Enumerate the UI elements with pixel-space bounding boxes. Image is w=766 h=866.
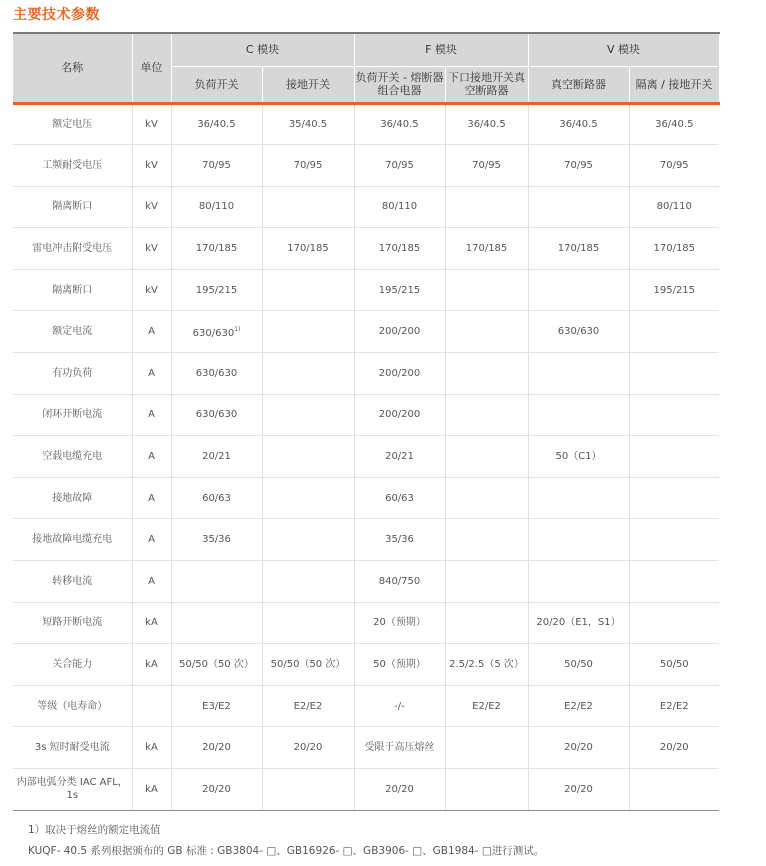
- param-value: [528, 353, 629, 395]
- header-c-earthing-switch: 接地开关: [262, 66, 354, 103]
- param-value: 50/50（50 次）: [262, 644, 354, 686]
- param-value: [528, 519, 629, 561]
- param-value: 195/215: [171, 269, 262, 311]
- param-value: 80/110: [629, 186, 719, 228]
- param-value: 170/185: [262, 228, 354, 270]
- param-value: [445, 519, 528, 561]
- param-value: [171, 602, 262, 644]
- param-value: [445, 353, 528, 395]
- param-value: 200/200: [354, 353, 445, 395]
- param-value: 20/20: [354, 769, 445, 811]
- param-value: 36/40.5: [528, 103, 629, 145]
- table-row: [13, 311, 719, 353]
- header-group-v: V 模块: [528, 33, 719, 66]
- param-value: [445, 477, 528, 519]
- param-value: [262, 186, 354, 228]
- param-value: [629, 311, 719, 353]
- param-value: [262, 436, 354, 478]
- param-value: [528, 186, 629, 228]
- param-value: 20/21: [171, 436, 262, 478]
- param-value: 20/21: [354, 436, 445, 478]
- param-value: [262, 561, 354, 603]
- param-value: 50（预期）: [354, 644, 445, 686]
- param-unit: kV: [132, 103, 171, 145]
- param-unit: kA: [132, 727, 171, 769]
- param-unit: kA: [132, 769, 171, 811]
- header-v-vacuum-breaker: 真空断路器: [528, 66, 629, 103]
- param-name: 关合能力: [13, 644, 132, 686]
- param-value: -/-: [354, 685, 445, 727]
- header-f-fuse-combination: 负荷开关 - 熔断器组合电器: [354, 66, 445, 103]
- param-unit: A: [132, 477, 171, 519]
- param-value: [445, 311, 528, 353]
- param-value: 20/20: [171, 769, 262, 811]
- param-unit: kV: [132, 145, 171, 187]
- param-value: [629, 477, 719, 519]
- param-value: 170/185: [629, 228, 719, 270]
- param-value: [445, 561, 528, 603]
- table-row: [13, 644, 719, 686]
- param-value: 840/750: [354, 561, 445, 603]
- table-row: [13, 228, 719, 270]
- param-value: 630/630: [171, 353, 262, 395]
- header-c-load-switch: 负荷开关: [171, 66, 262, 103]
- param-name: 接地故障: [13, 477, 132, 519]
- param-value: 200/200: [354, 311, 445, 353]
- table-row: [13, 769, 719, 811]
- param-value: 60/63: [171, 477, 262, 519]
- param-value: 170/185: [528, 228, 629, 270]
- spec-table: [13, 32, 720, 811]
- param-value: 20/20: [262, 727, 354, 769]
- param-value: 20/20: [528, 769, 629, 811]
- param-value: [262, 311, 354, 353]
- param-name: 有功负荷: [13, 353, 132, 395]
- param-value: 50/50: [528, 644, 629, 686]
- header-v-isolation-earthing: 隔离 / 接地开关: [629, 66, 719, 103]
- table-row: [13, 186, 719, 228]
- table-row: [13, 353, 719, 395]
- param-unit: A: [132, 311, 171, 353]
- param-value: 50/50（50 次）: [171, 644, 262, 686]
- param-value: 50（C1）: [528, 436, 629, 478]
- param-value: [445, 727, 528, 769]
- param-value: [445, 269, 528, 311]
- param-unit: kA: [132, 602, 171, 644]
- header-name: 名称: [13, 33, 132, 103]
- table-row: [13, 269, 719, 311]
- param-value: E2/E2: [445, 685, 528, 727]
- param-value: [262, 477, 354, 519]
- param-value: [171, 311, 262, 353]
- param-value: 70/95: [629, 145, 719, 187]
- param-value: [262, 353, 354, 395]
- param-value: E3/E2: [171, 685, 262, 727]
- param-value: [262, 769, 354, 811]
- table-row: [13, 394, 719, 436]
- param-value: [445, 602, 528, 644]
- param-value: [528, 394, 629, 436]
- param-value: E2/E2: [629, 685, 719, 727]
- param-value: [262, 519, 354, 561]
- table-row: [13, 145, 719, 187]
- param-value: [171, 561, 262, 603]
- param-value: [445, 769, 528, 811]
- param-value: 80/110: [171, 186, 262, 228]
- param-unit: A: [132, 561, 171, 603]
- param-value: 70/95: [528, 145, 629, 187]
- param-unit: A: [132, 394, 171, 436]
- table-row: [13, 561, 719, 603]
- param-value: [629, 519, 719, 561]
- param-value: [629, 353, 719, 395]
- param-unit: A: [132, 436, 171, 478]
- param-value: 35/36: [171, 519, 262, 561]
- param-value: 36/40.5: [354, 103, 445, 145]
- param-value: E2/E2: [262, 685, 354, 727]
- param-value: 200/200: [354, 394, 445, 436]
- table-row: [13, 727, 719, 769]
- param-value: 36/40.5: [629, 103, 719, 145]
- param-value: [629, 394, 719, 436]
- param-value: 35/40.5: [262, 103, 354, 145]
- footnote: 1）取决于熔丝的额定电流值: [28, 824, 161, 836]
- param-value: 70/95: [262, 145, 354, 187]
- param-value: 195/215: [354, 269, 445, 311]
- param-name: 隔离断口: [13, 186, 132, 228]
- param-value: [629, 436, 719, 478]
- param-value: 20/20: [171, 727, 262, 769]
- param-name: 等级（电寿命）: [13, 685, 132, 727]
- param-name: 空载电缆充电: [13, 436, 132, 478]
- param-value: 20（预期）: [354, 602, 445, 644]
- table-header: [13, 33, 719, 103]
- param-name: 3s 短时耐受电流: [13, 727, 132, 769]
- param-value: 630/630: [171, 394, 262, 436]
- param-value: [629, 769, 719, 811]
- param-value: [528, 269, 629, 311]
- header-unit: 单位: [132, 33, 171, 103]
- table-row: [13, 602, 719, 644]
- param-unit: kV: [132, 228, 171, 270]
- param-name: 额定电压: [13, 103, 132, 145]
- param-value: [262, 602, 354, 644]
- table-row: [13, 436, 719, 478]
- param-unit: kV: [132, 269, 171, 311]
- param-name: 闭环开断电流: [13, 394, 132, 436]
- param-value: E2/E2: [528, 685, 629, 727]
- header-group-f: F 模块: [354, 33, 528, 66]
- param-name: 隔离断口: [13, 269, 132, 311]
- param-value: [445, 436, 528, 478]
- header-f-earthing-breaker: 下口接地开关真空断路器: [445, 66, 528, 103]
- param-value: [262, 394, 354, 436]
- param-value: 170/185: [171, 228, 262, 270]
- param-value: 20/20: [528, 727, 629, 769]
- param-value: 70/95: [171, 145, 262, 187]
- param-name: 雷电冲击附受电压: [13, 228, 132, 270]
- param-value: [445, 394, 528, 436]
- param-value: 170/185: [354, 228, 445, 270]
- param-value: 70/95: [354, 145, 445, 187]
- param-value: 80/110: [354, 186, 445, 228]
- param-value: 35/36: [354, 519, 445, 561]
- value-text: 630/630: [192, 328, 235, 340]
- param-value: 60/63: [354, 477, 445, 519]
- table-row: [13, 103, 719, 145]
- param-value: [262, 269, 354, 311]
- param-value: 受限于高压熔丝: [354, 727, 445, 769]
- table-body: [13, 103, 719, 810]
- table-row: [13, 477, 719, 519]
- table-row: [13, 519, 719, 561]
- param-name: 额定电流: [13, 311, 132, 353]
- param-value: 36/40.5: [445, 103, 528, 145]
- param-value: 20/20: [629, 727, 719, 769]
- param-value: 20/20（E1，S1）: [528, 602, 629, 644]
- param-value: [528, 561, 629, 603]
- table-row: [13, 685, 719, 727]
- standards-note: KUQF- 40.5 系列根据颁布的 GB 标准 : GB3804- □、GB16926- □、GB3906- □、GB1984- □进行测试。: [28, 845, 545, 857]
- param-value: 36/40.5: [171, 103, 262, 145]
- param-name: 内部电弧分类 IAC AFL，1s: [13, 769, 132, 811]
- page-title: 主要技术参数: [13, 7, 100, 23]
- header-group-c: C 模块: [171, 33, 354, 66]
- param-unit: kA: [132, 644, 171, 686]
- param-value: 70/95: [445, 145, 528, 187]
- param-value: [528, 477, 629, 519]
- param-name: 工频耐受电压: [13, 145, 132, 187]
- param-value: 50/50: [629, 644, 719, 686]
- param-unit: [132, 685, 171, 727]
- param-name: 转移电流: [13, 561, 132, 603]
- param-unit: A: [132, 519, 171, 561]
- param-value: 630/630: [528, 311, 629, 353]
- param-value: [629, 602, 719, 644]
- param-unit: kV: [132, 186, 171, 228]
- param-name: 接地故障电缆充电: [13, 519, 132, 561]
- param-value: [445, 186, 528, 228]
- footnote-mark: 1): [234, 326, 241, 334]
- param-value: 2.5/2.5（5 次）: [445, 644, 528, 686]
- param-value: 170/185: [445, 228, 528, 270]
- param-unit: A: [132, 353, 171, 395]
- param-value: [629, 561, 719, 603]
- notes: [28, 820, 544, 862]
- param-name: 短路开断电流: [13, 602, 132, 644]
- param-value: 195/215: [629, 269, 719, 311]
